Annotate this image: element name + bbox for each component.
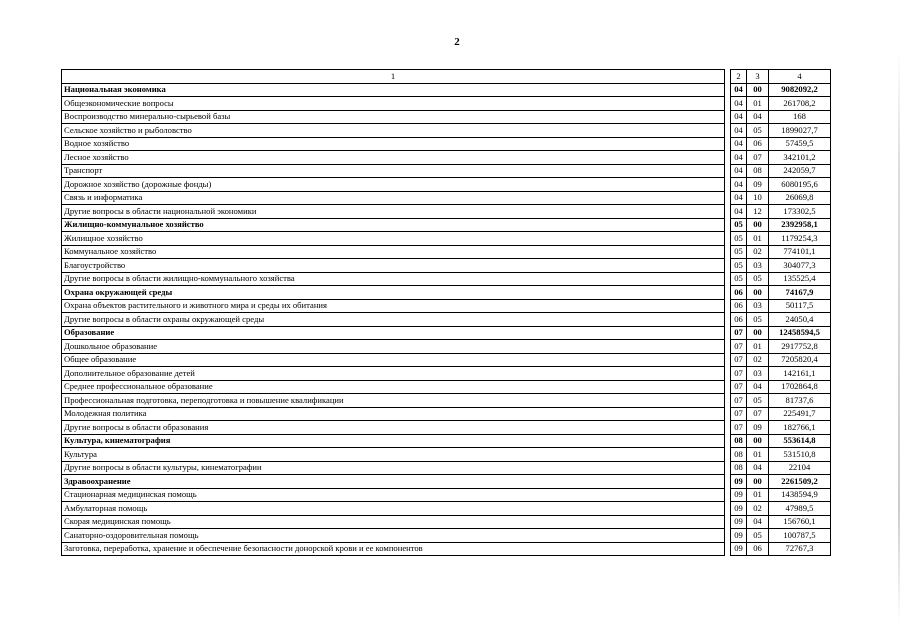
row-amount: 1702864,8	[769, 380, 831, 394]
row-subsection-code: 12	[747, 205, 769, 219]
row-section-code: 04	[731, 151, 747, 165]
row-section-code: 07	[731, 380, 747, 394]
row-section-code: 09	[731, 502, 747, 516]
row-section-code: 05	[731, 218, 747, 232]
row-name: Дополнительное образование детей	[62, 367, 725, 381]
row-name: Транспорт	[62, 164, 725, 178]
row-amount: 168	[769, 110, 831, 124]
table-row	[62, 367, 831, 381]
row-section-code: 07	[731, 421, 747, 435]
row-subsection-code: 10	[747, 191, 769, 205]
row-amount: 531510,8	[769, 448, 831, 462]
row-amount: 81737,6	[769, 394, 831, 408]
row-name: Охрана окружающей среды	[62, 286, 725, 300]
row-subsection-code: 03	[747, 299, 769, 313]
table-row	[62, 502, 831, 516]
row-section-code: 09	[731, 488, 747, 502]
table-row	[62, 97, 831, 111]
row-subsection-code: 00	[747, 326, 769, 340]
table-row	[62, 124, 831, 138]
row-amount: 74167,9	[769, 286, 831, 300]
row-section-code: 05	[731, 272, 747, 286]
scan-edge	[898, 50, 900, 625]
row-amount: 50117,5	[769, 299, 831, 313]
row-section-code: 07	[731, 394, 747, 408]
row-subsection-code: 06	[747, 137, 769, 151]
table-row	[62, 394, 831, 408]
row-section-code: 05	[731, 232, 747, 246]
row-amount: 26069,8	[769, 191, 831, 205]
row-amount: 100787,5	[769, 529, 831, 543]
row-name: Среднее профессиональное образование	[62, 380, 725, 394]
row-section-code: 09	[731, 475, 747, 489]
row-name: Сельское хозяйство и рыболовство	[62, 124, 725, 138]
row-subsection-code: 05	[747, 313, 769, 327]
row-subsection-code: 00	[747, 434, 769, 448]
row-section-code: 05	[731, 245, 747, 259]
table-row	[62, 151, 831, 165]
row-section-code: 07	[731, 367, 747, 381]
row-name: Лесное хозяйство	[62, 151, 725, 165]
row-section-code: 08	[731, 434, 747, 448]
header-col-2: 2	[731, 70, 747, 84]
table-row	[62, 245, 831, 259]
table-row	[62, 542, 831, 556]
row-section-code: 09	[731, 515, 747, 529]
row-subsection-code: 04	[747, 515, 769, 529]
row-name: Водное хозяйство	[62, 137, 725, 151]
row-subsection-code: 01	[747, 97, 769, 111]
row-subsection-code: 00	[747, 83, 769, 97]
row-section-code: 08	[731, 461, 747, 475]
row-amount: 2392958,1	[769, 218, 831, 232]
row-amount: 2261509,2	[769, 475, 831, 489]
row-subsection-code: 00	[747, 286, 769, 300]
row-name: Общеэкономические вопросы	[62, 97, 725, 111]
row-name: Санаторно-оздоровительная помощь	[62, 529, 725, 543]
table-row	[62, 515, 831, 529]
row-name: Воспроизводство минерально-сырьевой базы	[62, 110, 725, 124]
table-row	[62, 232, 831, 246]
table-row	[62, 407, 831, 421]
table-row	[62, 529, 831, 543]
row-amount: 47989,5	[769, 502, 831, 516]
row-amount: 261708,2	[769, 97, 831, 111]
row-subsection-code: 09	[747, 178, 769, 192]
row-name: Другие вопросы в области национальной экономики	[62, 205, 725, 219]
row-section-code: 09	[731, 542, 747, 556]
row-subsection-code: 05	[747, 394, 769, 408]
table-row	[62, 272, 831, 286]
row-subsection-code: 05	[747, 529, 769, 543]
row-subsection-code: 01	[747, 488, 769, 502]
row-name: Здравоохранение	[62, 475, 725, 489]
table-row	[62, 164, 831, 178]
table-row	[62, 340, 831, 354]
row-name: Молодежная политика	[62, 407, 725, 421]
row-subsection-code: 07	[747, 407, 769, 421]
row-section-code: 09	[731, 529, 747, 543]
page-number: 2	[454, 36, 460, 48]
row-subsection-code: 05	[747, 272, 769, 286]
table-row	[62, 421, 831, 435]
row-subsection-code: 09	[747, 421, 769, 435]
row-name: Дорожное хозяйство (дорожные фонды)	[62, 178, 725, 192]
row-amount: 22104	[769, 461, 831, 475]
budget-table	[61, 69, 831, 556]
row-amount: 1899027,7	[769, 124, 831, 138]
row-name: Другие вопросы в области охраны окружающей среды	[62, 313, 725, 327]
row-amount: 57459,5	[769, 137, 831, 151]
table-row	[62, 205, 831, 219]
row-subsection-code: 04	[747, 380, 769, 394]
row-section-code: 07	[731, 340, 747, 354]
row-amount: 1179254,3	[769, 232, 831, 246]
row-subsection-code: 01	[747, 448, 769, 462]
row-amount: 553614,8	[769, 434, 831, 448]
row-name: Культура, кинематография	[62, 434, 725, 448]
row-subsection-code: 02	[747, 245, 769, 259]
row-amount: 1438594,9	[769, 488, 831, 502]
table-row	[62, 259, 831, 273]
row-name: Связь и информатика	[62, 191, 725, 205]
row-name: Профессиональная подготовка, переподготовка и повышение квалификации	[62, 394, 725, 408]
row-amount: 242059,7	[769, 164, 831, 178]
row-subsection-code: 01	[747, 232, 769, 246]
row-name: Амбулаторная помощь	[62, 502, 725, 516]
row-amount: 2917752,8	[769, 340, 831, 354]
row-subsection-code: 01	[747, 340, 769, 354]
row-section-code: 04	[731, 191, 747, 205]
table-row	[62, 461, 831, 475]
row-section-code: 07	[731, 326, 747, 340]
row-amount: 7205820,4	[769, 353, 831, 367]
table-row	[62, 191, 831, 205]
row-section-code: 06	[731, 299, 747, 313]
row-section-code: 04	[731, 164, 747, 178]
row-name: Культура	[62, 448, 725, 462]
row-name: Другие вопросы в области образования	[62, 421, 725, 435]
row-amount: 182766,1	[769, 421, 831, 435]
table-row	[62, 286, 831, 300]
row-subsection-code: 04	[747, 110, 769, 124]
row-subsection-code: 05	[747, 124, 769, 138]
row-amount: 173302,5	[769, 205, 831, 219]
table-row	[62, 326, 831, 340]
row-name: Стационарная медицинская помощь	[62, 488, 725, 502]
row-subsection-code: 00	[747, 475, 769, 489]
row-section-code: 05	[731, 259, 747, 273]
row-name: Жилищное хозяйство	[62, 232, 725, 246]
table-row	[62, 475, 831, 489]
row-name: Национальная экономика	[62, 83, 725, 97]
row-subsection-code: 07	[747, 151, 769, 165]
row-name: Дошкольное образование	[62, 340, 725, 354]
table-row	[62, 380, 831, 394]
table-row	[62, 110, 831, 124]
row-name: Благоустройство	[62, 259, 725, 273]
table-row	[62, 313, 831, 327]
row-name: Скорая медицинская помощь	[62, 515, 725, 529]
row-amount: 9082092,2	[769, 83, 831, 97]
row-amount: 135525,4	[769, 272, 831, 286]
row-section-code: 04	[731, 110, 747, 124]
row-subsection-code: 03	[747, 259, 769, 273]
row-amount: 774101,1	[769, 245, 831, 259]
row-amount: 225491,7	[769, 407, 831, 421]
row-amount: 72767,3	[769, 542, 831, 556]
row-section-code: 04	[731, 124, 747, 138]
row-subsection-code: 02	[747, 353, 769, 367]
row-amount: 304077,3	[769, 259, 831, 273]
row-name: Заготовка, переработка, хранение и обеспечение безопасности донорской крови и ее компонентов	[62, 542, 725, 556]
header-col-4: 4	[769, 70, 831, 84]
row-section-code: 04	[731, 178, 747, 192]
table-row	[62, 137, 831, 151]
row-name: Другие вопросы в области жилищно-коммунального хозяйства	[62, 272, 725, 286]
row-name: Жилищно-коммунальное хозяйство	[62, 218, 725, 232]
header-col-3: 3	[747, 70, 769, 84]
row-section-code: 04	[731, 83, 747, 97]
row-section-code: 04	[731, 97, 747, 111]
header-col-1: 1	[62, 70, 725, 84]
row-subsection-code: 02	[747, 502, 769, 516]
table-row	[62, 83, 831, 97]
row-amount: 156760,1	[769, 515, 831, 529]
row-subsection-code: 06	[747, 542, 769, 556]
table-row	[62, 218, 831, 232]
row-subsection-code: 04	[747, 461, 769, 475]
row-section-code: 04	[731, 205, 747, 219]
row-name: Коммунальное хозяйство	[62, 245, 725, 259]
row-amount: 24050,4	[769, 313, 831, 327]
row-name: Образование	[62, 326, 725, 340]
table-row	[62, 353, 831, 367]
table-row	[62, 488, 831, 502]
table-row	[62, 178, 831, 192]
row-section-code: 04	[731, 137, 747, 151]
row-amount: 142161,1	[769, 367, 831, 381]
table-header-row	[62, 70, 831, 84]
row-amount: 6080195,6	[769, 178, 831, 192]
row-section-code: 06	[731, 286, 747, 300]
table-row	[62, 299, 831, 313]
row-section-code: 07	[731, 353, 747, 367]
row-section-code: 06	[731, 313, 747, 327]
row-section-code: 08	[731, 448, 747, 462]
row-amount: 342101,2	[769, 151, 831, 165]
table-row	[62, 448, 831, 462]
table-body	[62, 83, 831, 556]
row-amount: 12458594,5	[769, 326, 831, 340]
row-name: Другие вопросы в области культуры, кинематографии	[62, 461, 725, 475]
row-name: Общее образование	[62, 353, 725, 367]
row-subsection-code: 00	[747, 218, 769, 232]
table-row	[62, 434, 831, 448]
row-subsection-code: 08	[747, 164, 769, 178]
row-section-code: 07	[731, 407, 747, 421]
row-subsection-code: 03	[747, 367, 769, 381]
row-name: Охрана объектов растительного и животного мира и среды их обитания	[62, 299, 725, 313]
